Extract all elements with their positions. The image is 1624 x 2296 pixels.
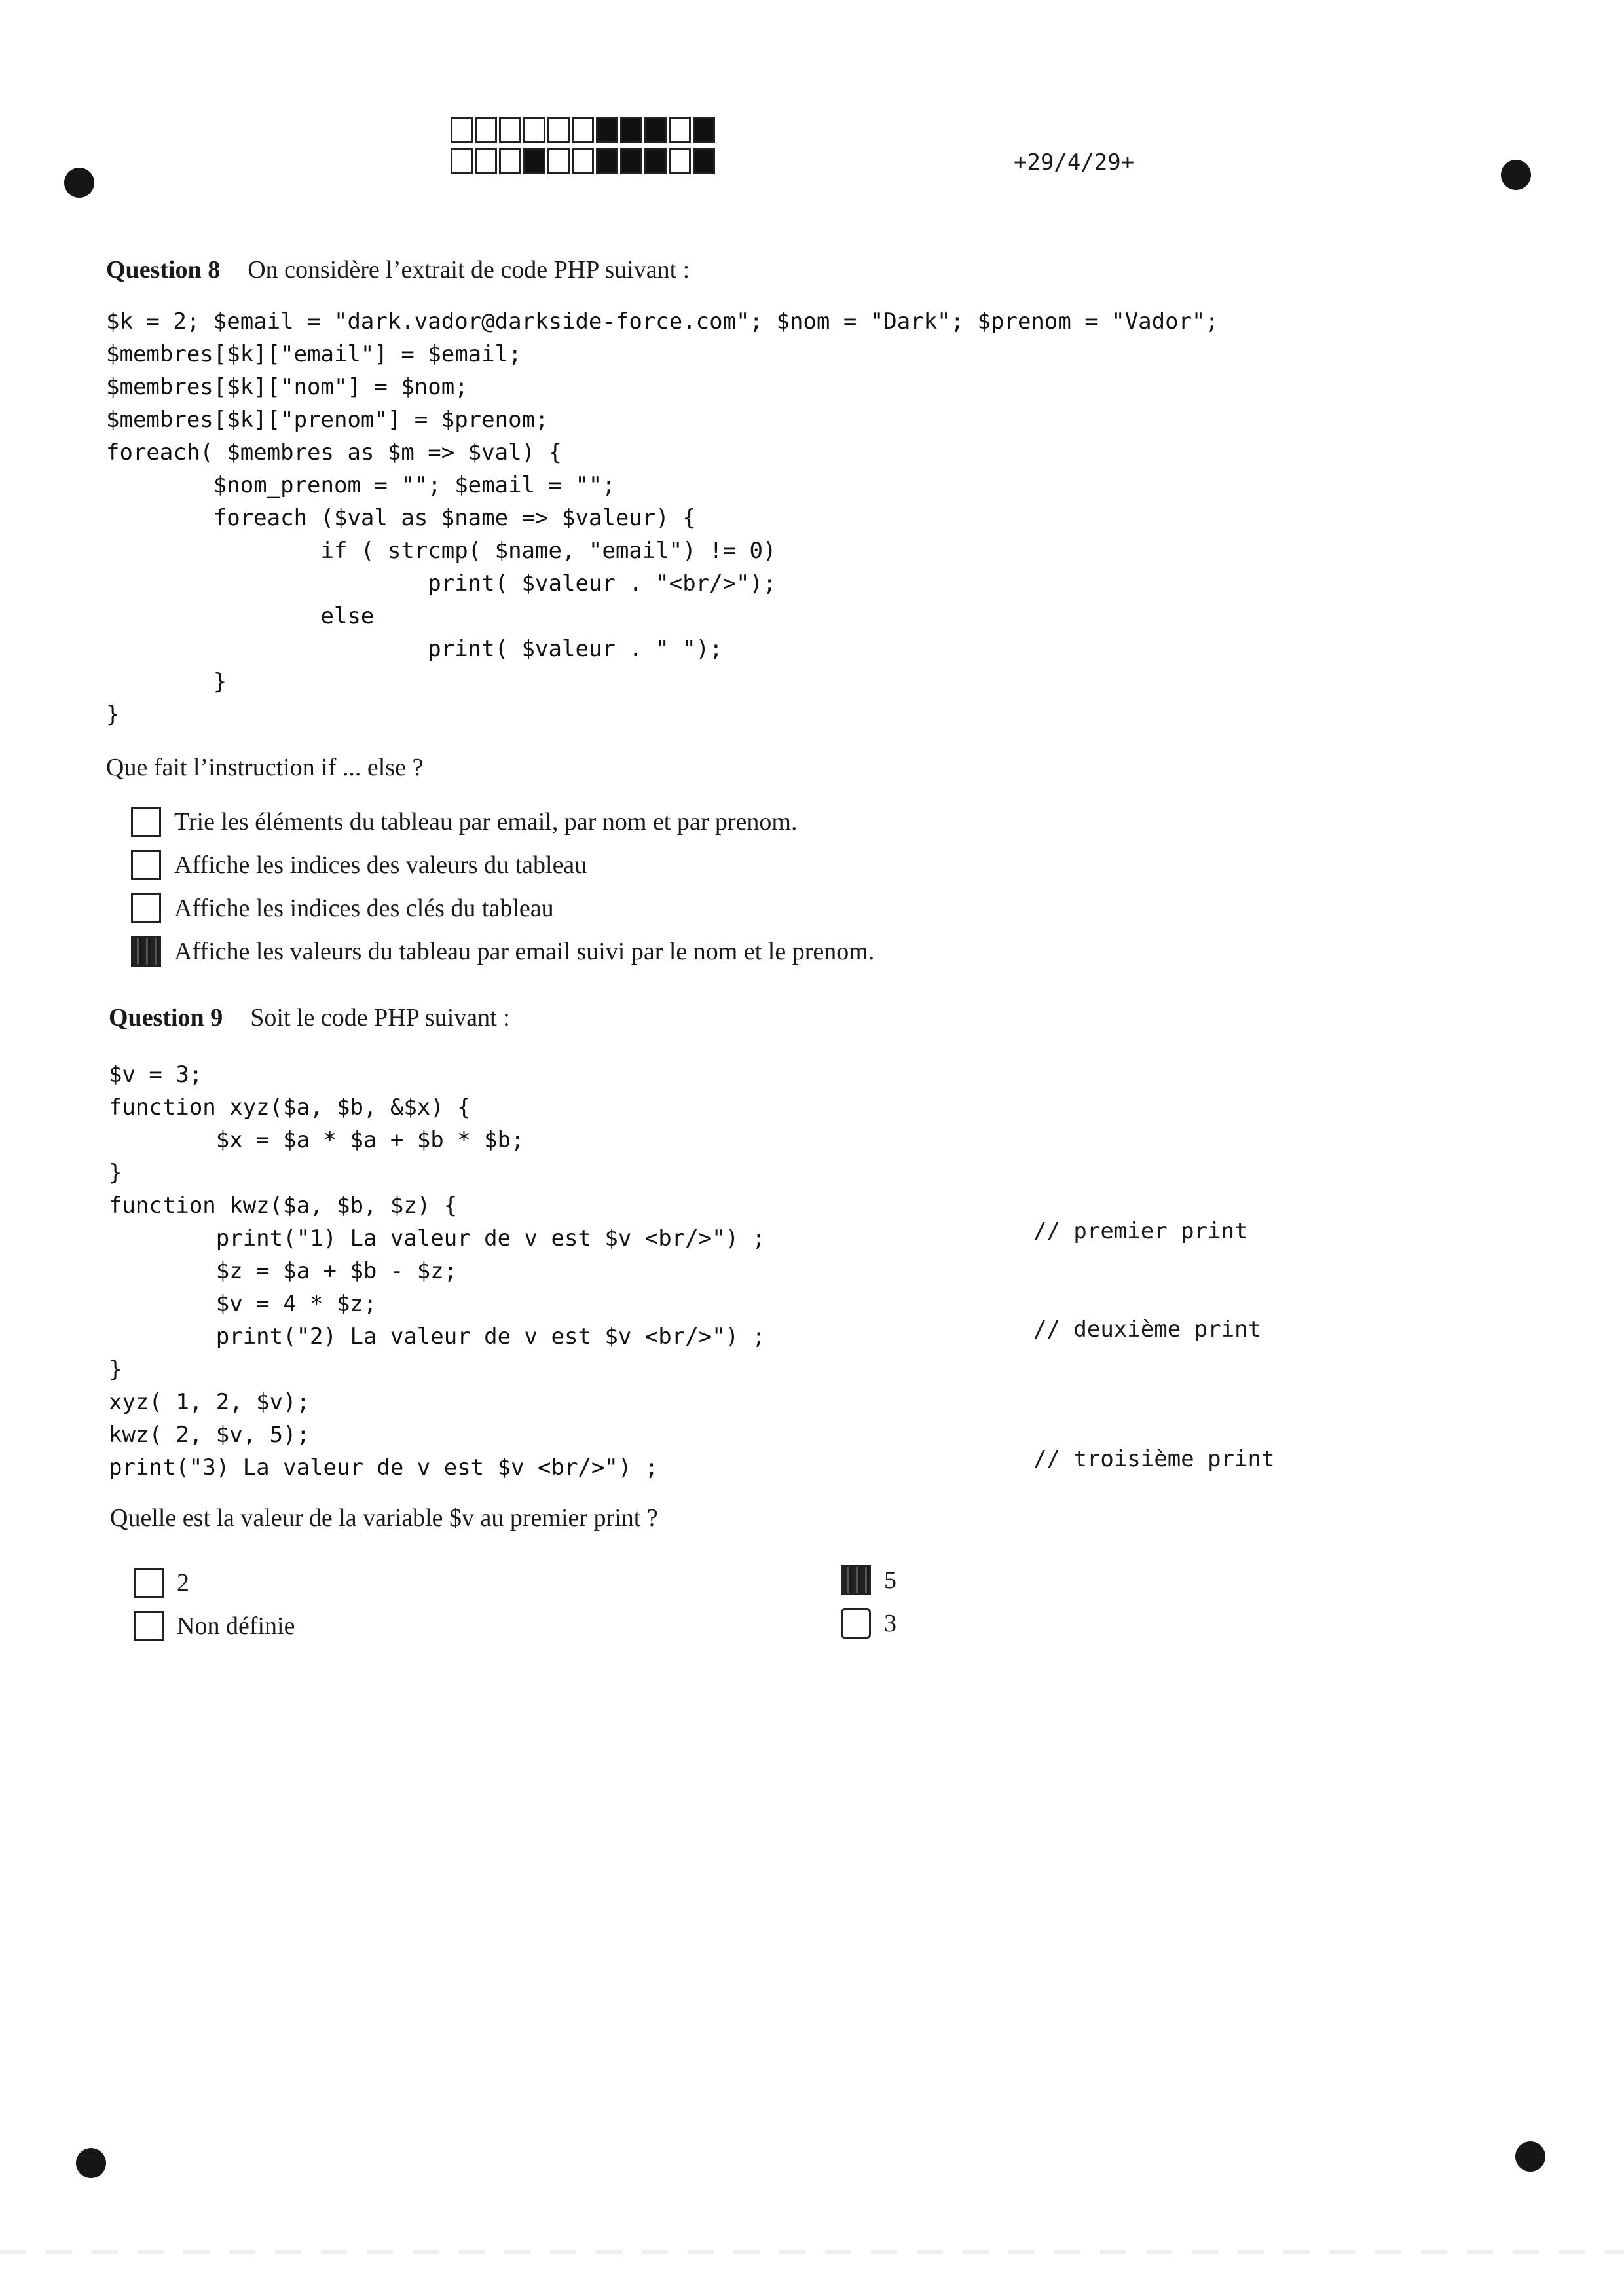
barcode-cell [596,148,618,174]
q9-option-2[interactable] [134,1568,189,1598]
option-label: Trie les éléments du tableau par email, par nom et par prenom. [174,808,798,836]
option-label: 3 [884,1610,896,1637]
question-text: On considère l’extrait de code PHP suivant : [248,256,690,284]
question-text: Soit le code PHP suivant : [250,1004,510,1031]
barcode-row-1 [451,117,717,143]
barcode-cell [475,148,497,174]
barcode-cell [499,148,521,174]
checkbox-checked[interactable] [841,1565,871,1595]
registration-mark-top-left [64,168,94,198]
barcode-cell [693,148,715,174]
comment-deuxieme-print: // deuxième print [1033,1316,1261,1342]
checkbox[interactable] [131,850,161,880]
question-9-code: $v = 3; function xyz($a, $b, &$x) { $x = $a * $a + $b * $b; } function kwz($a, $b, $z) { print("1) La valeur de v est $v <br/>") ; $z = $a + $b - $z; $v = 4 * $z; print("2) La valeur de v est $v <br/>") ; } xyz( 1, 2, $v); kwz( 2, $v, 5); print("3) La valeur de v est $v <br/>") ; [109,1062,766,1481]
option-label: Non définie [177,1612,295,1640]
question-8-code: $k = 2; $email = "dark.vador@darkside-force.com"; $nom = "Dark"; $prenom = "Vador"; $membres[$k]["email"] = $email; $membres[$k]["nom"] = $nom; $membres[$k]["prenom"] = $prenom; foreach( $membres as $m => $val) { $nom_prenom = ""; $email = ""; foreach ($val as $name => $valeur) { if ( strcmp( $name, "email") != 0) print( $valeur . "<br/>"); else print( $valeur . " "); } } [106,308,1219,728]
checkbox[interactable] [131,893,161,923]
barcode-cell [572,117,594,143]
option-label: 5 [884,1566,896,1594]
q9-option-5[interactable] [841,1565,896,1595]
barcode-cell [451,117,473,143]
q8-option-2[interactable] [131,850,587,880]
question-8-heading [106,255,690,284]
barcode-cell [620,117,642,143]
barcode-cell [669,148,691,174]
barcode-cell [693,117,715,143]
barcode-cell [669,117,691,143]
barcode-cell [620,148,642,174]
registration-mark-bottom-left [76,2148,106,2178]
option-label: 2 [177,1569,189,1597]
barcode-cell [499,117,521,143]
registration-mark-bottom-right [1515,2141,1545,2172]
q8-option-4[interactable] [131,936,874,967]
barcode-cell [547,117,570,143]
checkbox[interactable] [134,1568,164,1598]
barcode-cell [572,148,594,174]
registration-mark-top-right [1501,160,1531,190]
checkbox-checked[interactable] [131,936,161,967]
q9-option-3[interactable] [841,1608,896,1639]
q8-option-1[interactable] [131,807,797,837]
barcode-cell [523,117,545,143]
barcode-cell [547,148,570,174]
question-9-heading [109,1003,510,1032]
barcode-cell [644,148,667,174]
question-9-prompt: Quelle est la valeur de la variable $v au premier print ? [110,1504,658,1532]
checkbox[interactable] [134,1611,164,1641]
q8-option-3[interactable] [131,893,554,923]
barcode-cell [475,117,497,143]
question-8-prompt: Que fait l’instruction if ... else ? [106,754,424,781]
question-number: Question 9 [109,1004,223,1031]
comment-premier-print: // premier print [1033,1218,1248,1244]
comment-troisieme-print: // troisième print [1033,1446,1275,1472]
option-label: Affiche les valeurs du tableau par email suivi par le nom et le prenom. [174,938,875,965]
checkbox[interactable] [841,1608,871,1639]
option-label: Affiche les indices des valeurs du tableau [174,851,587,879]
barcode-cell [523,148,545,174]
scan-artifact-line [0,2250,1624,2254]
option-label: Affiche les indices des clés du tableau [174,895,554,922]
barcode-cell [451,148,473,174]
page-id: +29/4/29+ [1014,149,1135,176]
question-number: Question 8 [106,256,221,284]
checkbox[interactable] [131,807,161,837]
barcode-row-2 [451,148,717,174]
barcode-cell [596,117,618,143]
q9-option-non-definie[interactable] [134,1611,295,1641]
barcode-cell [644,117,667,143]
